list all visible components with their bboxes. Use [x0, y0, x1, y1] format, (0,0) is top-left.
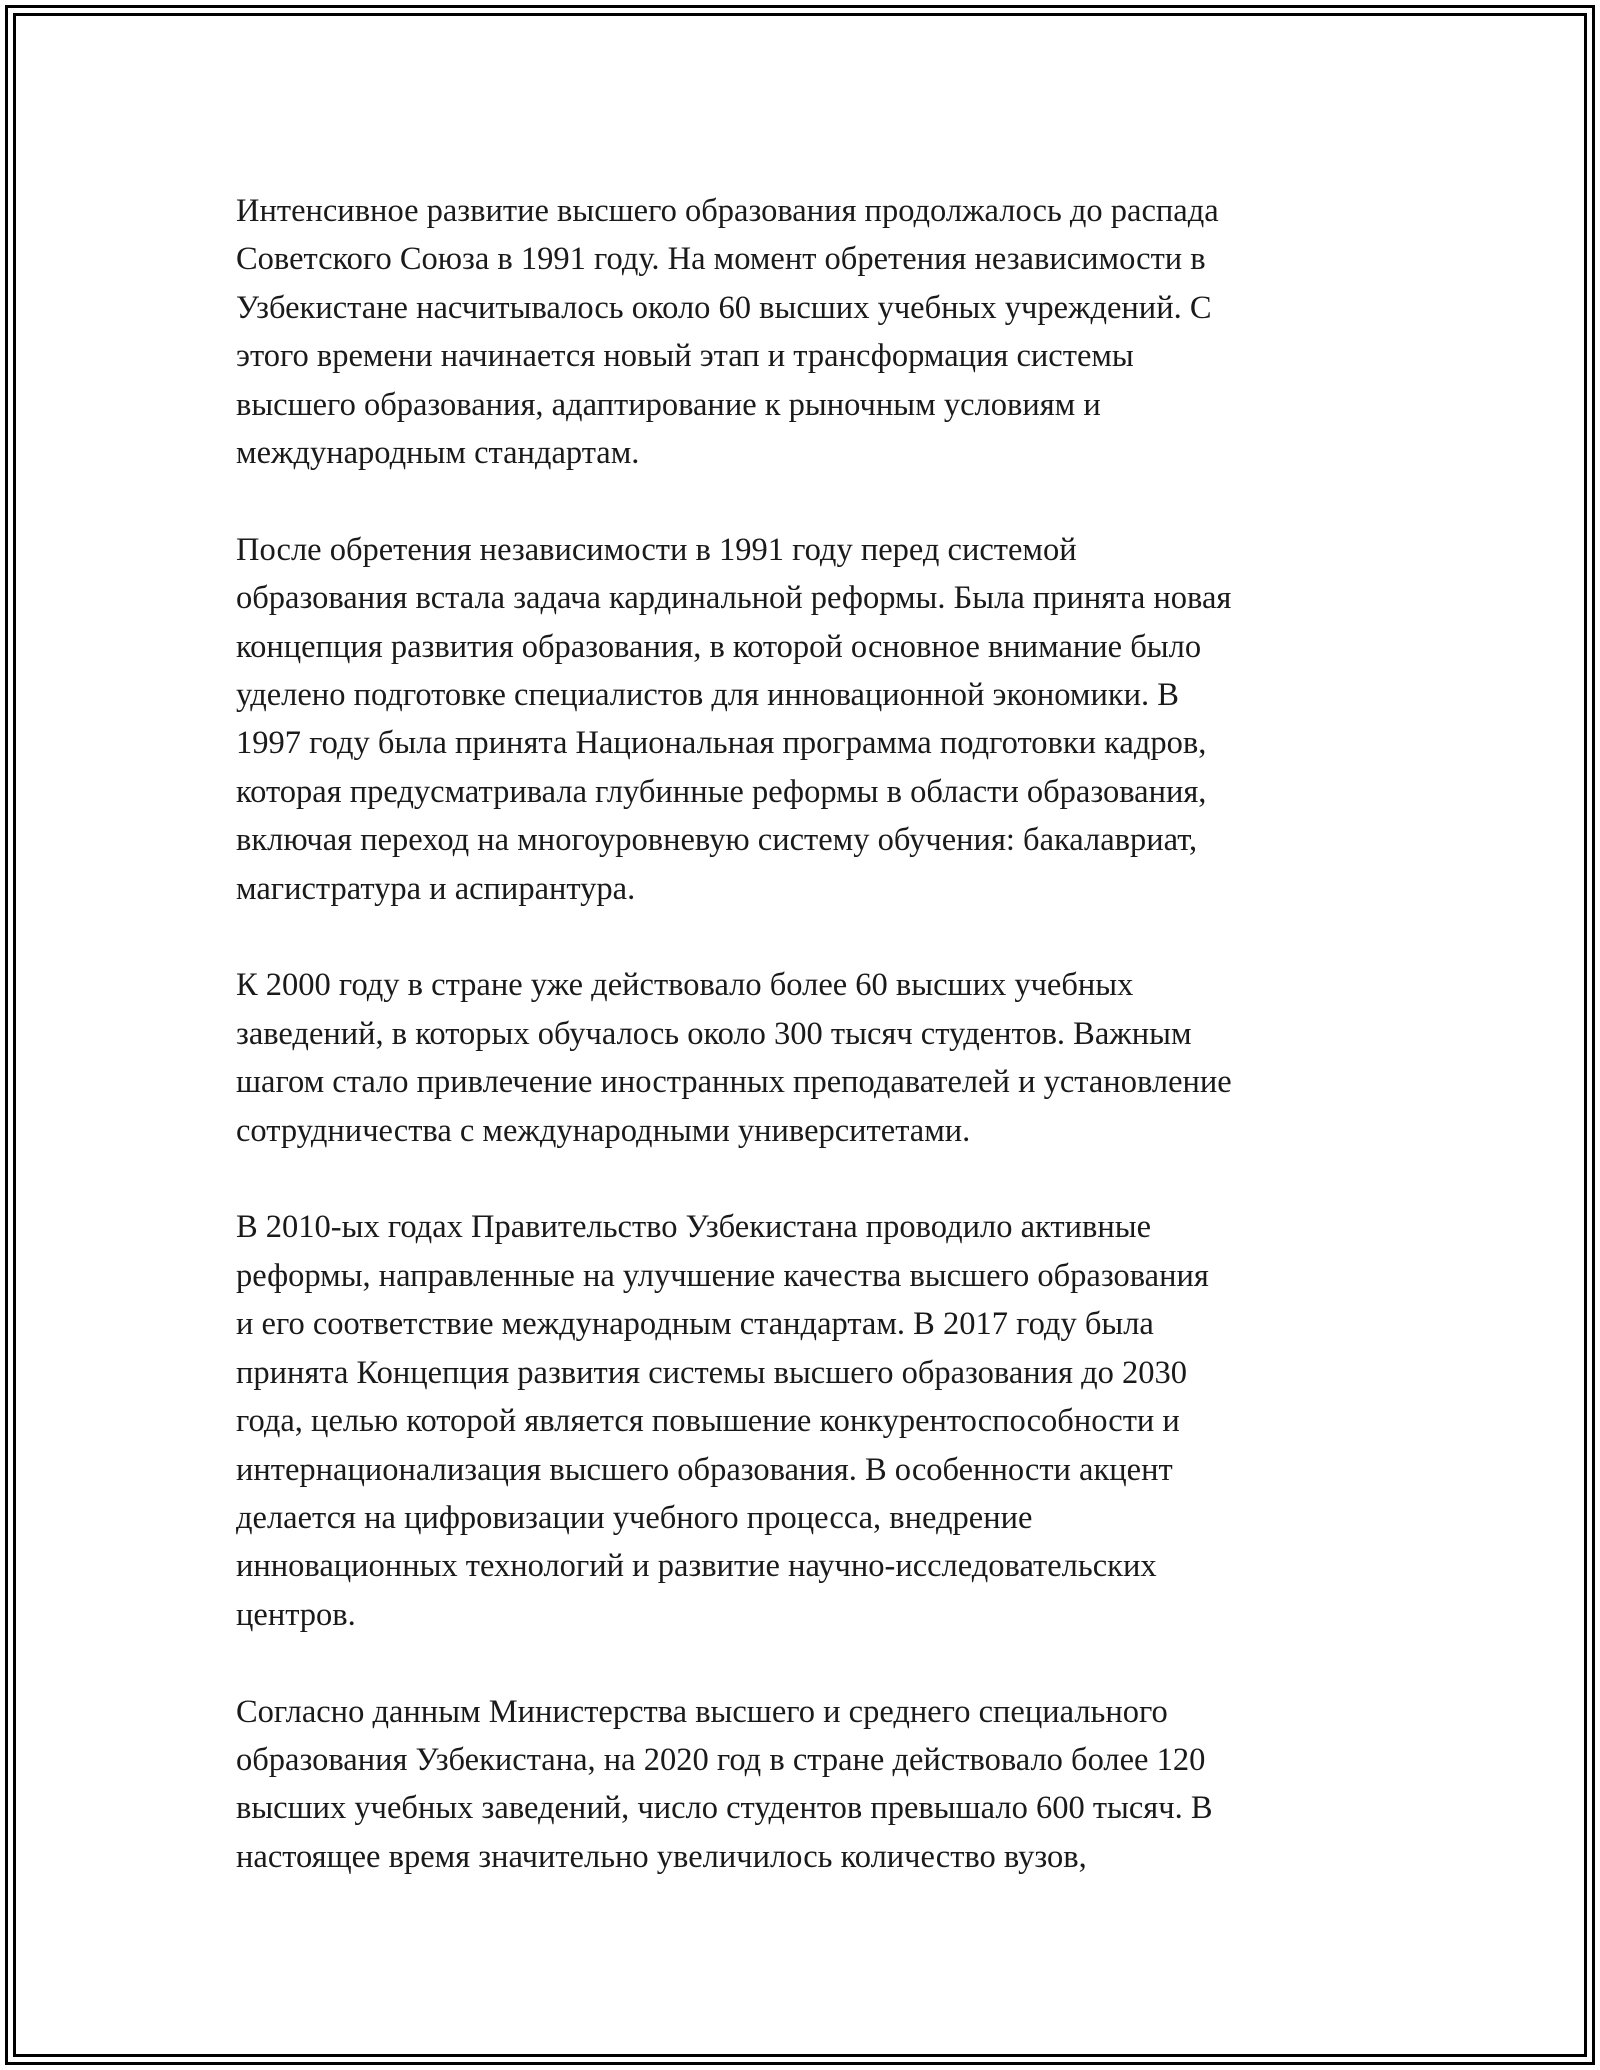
paragraph-4	[236, 1203, 1376, 1639]
text-line: этого времени начинается новый этап и трансформация системы	[236, 338, 1134, 375]
text-line: После обретения независимости в 1991 году перед системой	[236, 531, 1077, 568]
paragraph-1	[236, 187, 1376, 477]
text-line: принята Концепция развития системы высшего образования до 2030	[236, 1354, 1188, 1391]
text-line: В 2010-ых годах Правительство Узбекистана проводило активные	[236, 1209, 1152, 1246]
text-line: магистратура и аспирантура.	[236, 870, 636, 907]
text-line: центров.	[236, 1596, 356, 1633]
text-line: включая переход на многоуровневую систему обучения: бакалавриат,	[236, 822, 1198, 859]
text-line: образования встала задача кардинальной реформы. Была принята новая	[236, 580, 1232, 617]
text-line: К 2000 году в стране уже действовало более 60 высших учебных	[236, 967, 1134, 1004]
document-body	[236, 187, 1376, 1881]
text-line: Советского Союза в 1991 году. На момент обретения независимости в	[236, 241, 1206, 278]
text-line: шагом стало привлечение иностранных преподавателей и установление	[236, 1064, 1232, 1101]
text-line: высших учебных заведений, число студентов превышало 600 тысяч. В	[236, 1790, 1213, 1827]
text-line: интернационализация высшего образования. В особенности акцент	[236, 1451, 1173, 1488]
paragraph-2	[236, 526, 1376, 913]
text-line: Согласно данным Министерства высшего и среднего специального	[236, 1693, 1168, 1730]
text-line: образования Узбекистана, на 2020 год в стране действовало более 120	[236, 1741, 1206, 1778]
text-line: которая предусматривала глубинные реформы в области образования,	[236, 773, 1207, 810]
text-line: Интенсивное развитие высшего образования продолжалось до распада	[236, 193, 1219, 229]
text-line: настоящее время значительно увеличилось количество вузов,	[236, 1838, 1087, 1875]
text-line: международным стандартам.	[236, 435, 640, 472]
paragraph-3	[236, 961, 1376, 1155]
text-line: и его соответствие международным стандартам. В 2017 году была	[236, 1306, 1154, 1343]
text-line: делается на цифровизации учебного процесса, внедрение	[236, 1499, 1033, 1536]
text-line: сотрудничества с международными университетами.	[236, 1112, 971, 1149]
text-line: высшего образования, адаптирование к рыночным условиям и	[236, 386, 1101, 423]
text-line: инновационных технологий и развитие научно-исследовательских	[236, 1548, 1157, 1585]
text-line: года, целью которой является повышение конкурентоспособности и	[236, 1403, 1180, 1440]
text-line: реформы, направленные на улучшение качества высшего образования	[236, 1257, 1209, 1294]
paragraph-5	[236, 1688, 1376, 1882]
text-line: 1997 году была принята Национальная программа подготовки кадров,	[236, 725, 1207, 762]
text-line: заведений, в которых обучалось около 300 тысяч студентов. Важным	[236, 1015, 1192, 1052]
text-line: уделено подготовке специалистов для инновационной экономики. В	[236, 677, 1179, 714]
text-line: Узбекистане насчитывалось около 60 высших учебных учреждений. С	[236, 289, 1212, 326]
text-line: концепция развития образования, в которой основное внимание было	[236, 628, 1202, 665]
